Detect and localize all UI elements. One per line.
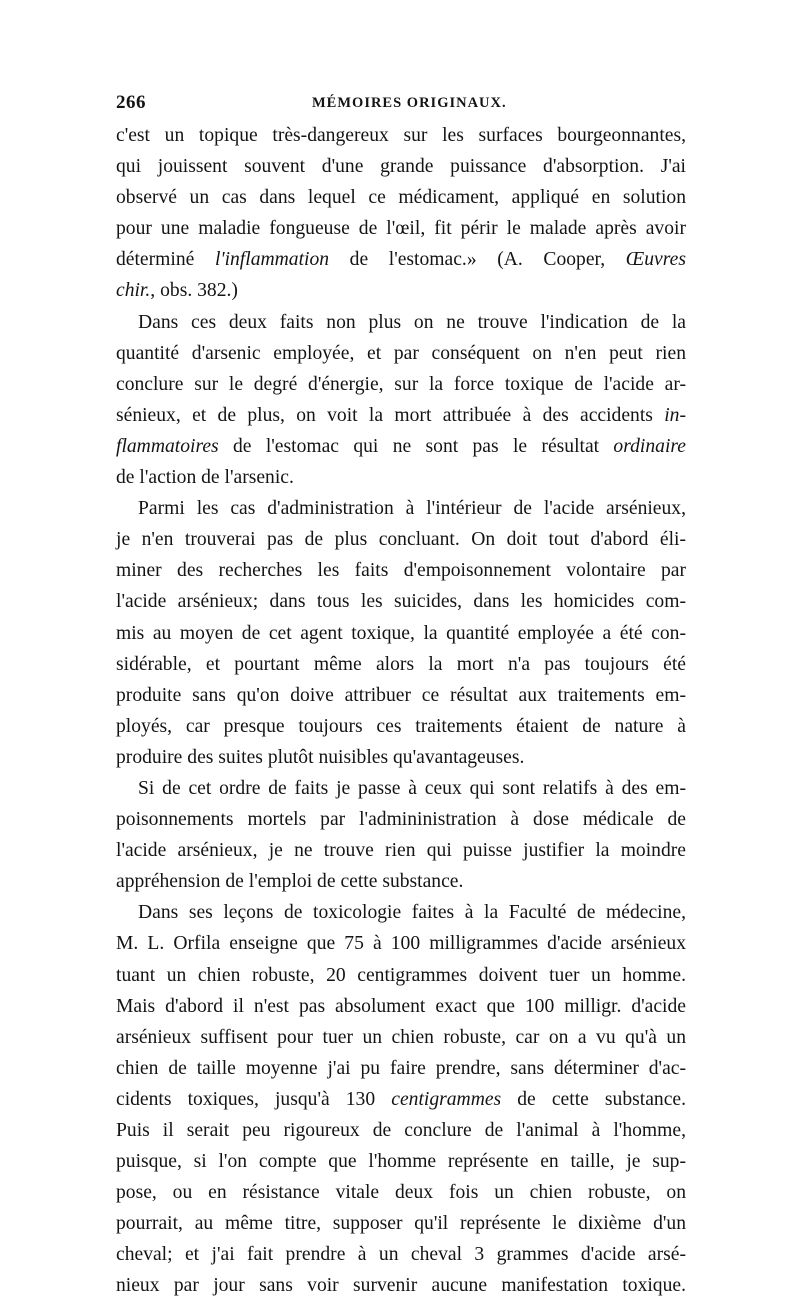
text-line: Mais d'abord il n'est pas absolument exact que 100 milligr. d'acide [116, 995, 686, 1017]
text-line: produire des suites plutôt nuisibles qu'avantageuses. [116, 746, 525, 768]
paragraph-start: Dans ces deux faits non plus on ne trouve l'indication de la [138, 311, 686, 333]
text-line: nieux par jour sans voir survenir aucune manifestation toxique. [116, 1275, 686, 1297]
paragraph-start: Dans ses leçons de toxicologie faites à la Faculté de médecine, [138, 902, 686, 924]
running-head [116, 92, 686, 120]
text-line: observé un cas dans lequel ce médicament, appliqué en solution [116, 187, 686, 209]
paragraph-start: Parmi les cas d'administration à l'intérieur de l'acide arsénieux, [138, 498, 686, 520]
paragraph-start: Si de cet ordre de faits je passe à ceux qui sont relatifs à des em- [138, 777, 686, 799]
text-line: puisque, si l'on compte que l'homme représente en taille, je sup- [116, 1151, 686, 1173]
text-line: tuant un chien robuste, 20 centigrammes doivent tuer un homme. [116, 964, 686, 986]
text-line: ployés, car presque toujours ces traitements étaient de nature à [116, 715, 686, 737]
text-line: pourrait, au même titre, supposer qu'il représente le dixième d'un [116, 1213, 686, 1235]
text-line: sénieux, et de plus, on voit la mort attribuée à des accidents in- [116, 404, 686, 426]
text-line: produite sans qu'on doive attribuer ce résultat aux traitements em- [116, 684, 686, 706]
text-line: cheval; et j'ai fait prendre à un cheval 3 grammes d'acide arsé- [116, 1244, 686, 1266]
text-line: pour une maladie fongueuse de l'œil, fit périr le malade après avoir [116, 218, 686, 240]
text-line: miner des recherches les faits d'empoisonnement volontaire par [116, 560, 686, 582]
page-number: 266 [116, 92, 146, 113]
text-line: arsénieux suffisent pour tuer un chien robuste, car on a vu qu'à un [116, 1026, 686, 1048]
text-line: Puis il serait peu rigoureux de conclure de l'animal à l'homme, [116, 1120, 686, 1141]
text-line: conclure sur le degré d'énergie, sur la force toxique de l'acide ar- [116, 373, 686, 395]
text-line: l'acide arsénieux, je ne trouve rien qui puisse justifier la moindre [116, 840, 686, 862]
text-line: je n'en trouverai pas de plus concluant. On doit tout d'abord éli- [116, 529, 686, 551]
text-line: l'acide arsénieux; dans tous les suicides, dans les homicides com- [116, 591, 686, 613]
text-line: pose, ou en résistance vitale deux fois un chien robuste, on [116, 1182, 686, 1204]
body-text [116, 120, 686, 1302]
text-line: c'est un topique très-dangereux sur les surfaces bourgeonnantes, [116, 125, 686, 146]
text-line: chien de taille moyenne j'ai pu faire prendre, sans déterminer d'ac- [116, 1057, 686, 1079]
text-line: sidérable, et pourtant même alors la mort n'a pas toujours été [116, 653, 686, 675]
text-line: de l'action de l'arsenic. [116, 467, 294, 489]
text-line: M. L. Orfila enseigne que 75 à 100 milligrammes d'acide arsénieux [116, 933, 686, 955]
running-title: MÉMOIRES ORIGINAUX. [312, 95, 507, 111]
text-line: chir., obs. 382.) [116, 280, 238, 302]
text-line: déterminé l'inflammation de l'estomac.» (A. Cooper, Œuvres [116, 249, 686, 271]
text-line: quantité d'arsenic employée, et par conséquent on n'en peut rien [116, 342, 686, 364]
text-line: flammatoires de l'estomac qui ne sont pas le résultat ordinaire [116, 435, 686, 457]
text-line: appréhension de l'emploi de cette substance. [116, 871, 464, 893]
text-line: qui jouissent souvent d'une grande puissance d'absorption. J'ai [116, 156, 686, 178]
text-line: cidents toxiques, jusqu'à 130 centigrammes de cette substance. [116, 1088, 686, 1110]
text-line: mis au moyen de cet agent toxique, la quantité employée a été con- [116, 622, 686, 644]
text-line: poisonnements mortels par l'admininistration à dose médicale de [116, 809, 686, 831]
